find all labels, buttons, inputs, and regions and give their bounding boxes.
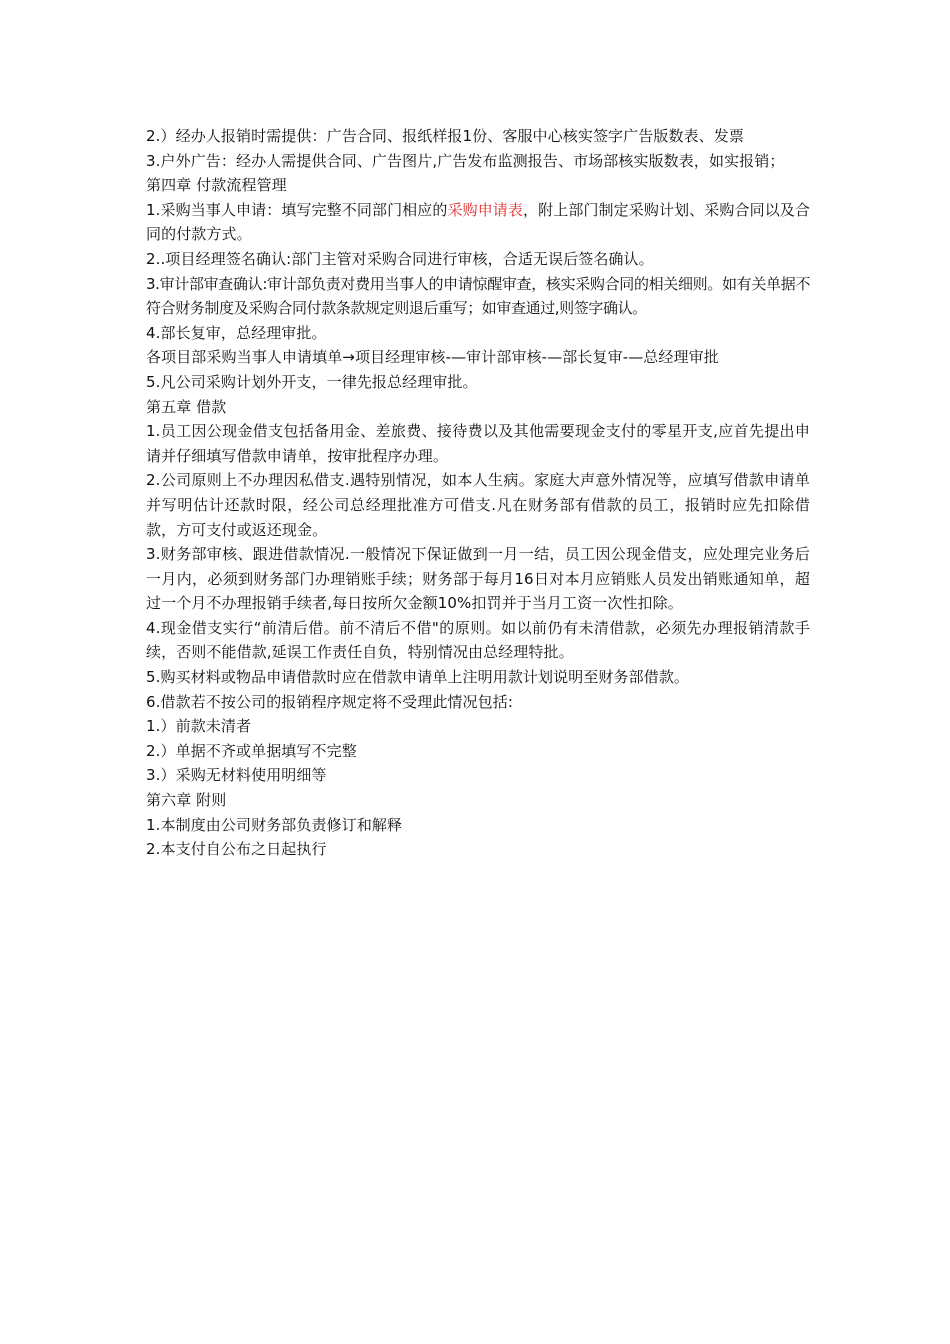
chapter-5-title: 第五章 借款	[146, 397, 227, 416]
paragraph-director-review: 4.部长复审，总经理审批。	[146, 323, 327, 342]
paragraph-manager-sign-off: 2..项目经理签名确认:部门主管对采购合同进行审核，合适无误后签名确认。	[146, 249, 654, 268]
paragraph-business-loan: 1.员工因公现金借支包括备用金、差旅费、接待费以及其他需要现金支付的零星开支,应首先提出申请并仔细填写借款申请单，按审批程序办理。	[146, 422, 810, 465]
chapter-6-title: 第六章 附则	[146, 791, 227, 810]
paragraph-procurement-application	[146, 198, 810, 247]
document-body	[146, 124, 810, 862]
paragraph-outdoor-ad: 3.户外广告：经办人需提供合同、广告图片,广告发布监测报告、市场部核实版数表，如实报销；	[146, 151, 785, 170]
procurement-application-text-before: 1.采购当事人申请：填写完整不同部门相应的	[146, 200, 448, 219]
paragraph-unplanned-expense: 5.凡公司采购计划外开支，一律先报总经理审批。	[146, 372, 478, 391]
paragraph-approval-flow: 各项目部采购当事人申请填单→项目经理审核-—审计部审核-—部长复审-—总经理审批	[146, 348, 719, 367]
paragraph-rejection-conditions: 6.借款若不按公司的报销程序规定将不受理此情况包括:	[146, 692, 513, 711]
list-item-missing-material-details: 3.）采购无材料使用明细等	[146, 766, 327, 785]
paragraph-newspaper-ad-reimbursement: 2.）经办人报销时需提供：广告合同、报纸样报1份、客服中心核实签字广告版数表、发票	[146, 127, 744, 145]
paragraph-material-purchase-loan: 5.购买材料或物品申请借款时应在借款申请单上注明用款计划说明至财务部借款。	[146, 668, 690, 687]
paragraph-clear-before-borrow: 4.现金借支实行“前清后借。前不清后不借"的原则。如以前仍有未清借款，必须先办理报销清款手续，否则不能借款,延误工作责任自负，特别情况由总经理特批。	[146, 618, 810, 662]
chapter-4-title: 第四章 付款流程管理	[146, 176, 287, 195]
paragraph-revision-authority: 1.本制度由公司财务部负责修订和解释	[146, 815, 403, 834]
paragraph-personal-loan: 2.公司原则上不办理因私借支.遇特别情况，如本人生病。家庭大声意外情况等，应填写借款申请单并写明估计还款时限，经公司总经理批准方可借支.凡在财务部有借款的员工，报销时应先扣除借款，方可支付或返还现金。	[146, 471, 810, 539]
list-item-incomplete-documents: 2.）单据不齐或单据填写不完整	[146, 741, 357, 760]
list-item-uncleared-loan: 1.）前款未清者	[146, 717, 252, 736]
paragraph-effective-date: 2.本支付自公布之日起执行	[146, 840, 327, 859]
procurement-form-highlight: 采购申请表	[447, 200, 524, 219]
procurement-application-text-after: ，附上部门制定采购计划、采购合同以及合同的付款方式。	[146, 200, 810, 244]
paragraph-loan-tracking: 3.财务部审核、跟进借款情况.一般情况下保证做到一月一结，员工因公现金借支，应处理完业务后一月内，必须到财务部门办理销账手续；财务部于每月16日对本月应销账人员发出销账通知单，超过一个月不办理报销手续者,每日按所欠金额10%扣罚并于当月工资一次性扣除。	[146, 545, 810, 613]
paragraph-audit-review: 3.审计部审查确认:审计部负责对费用当事人的申请惊醒审查，核实采购合同的相关细则。如有关单据不符合财务制度及采购合同付款条款规定则退后重写；如审查通过,则签字确认。	[146, 274, 810, 318]
